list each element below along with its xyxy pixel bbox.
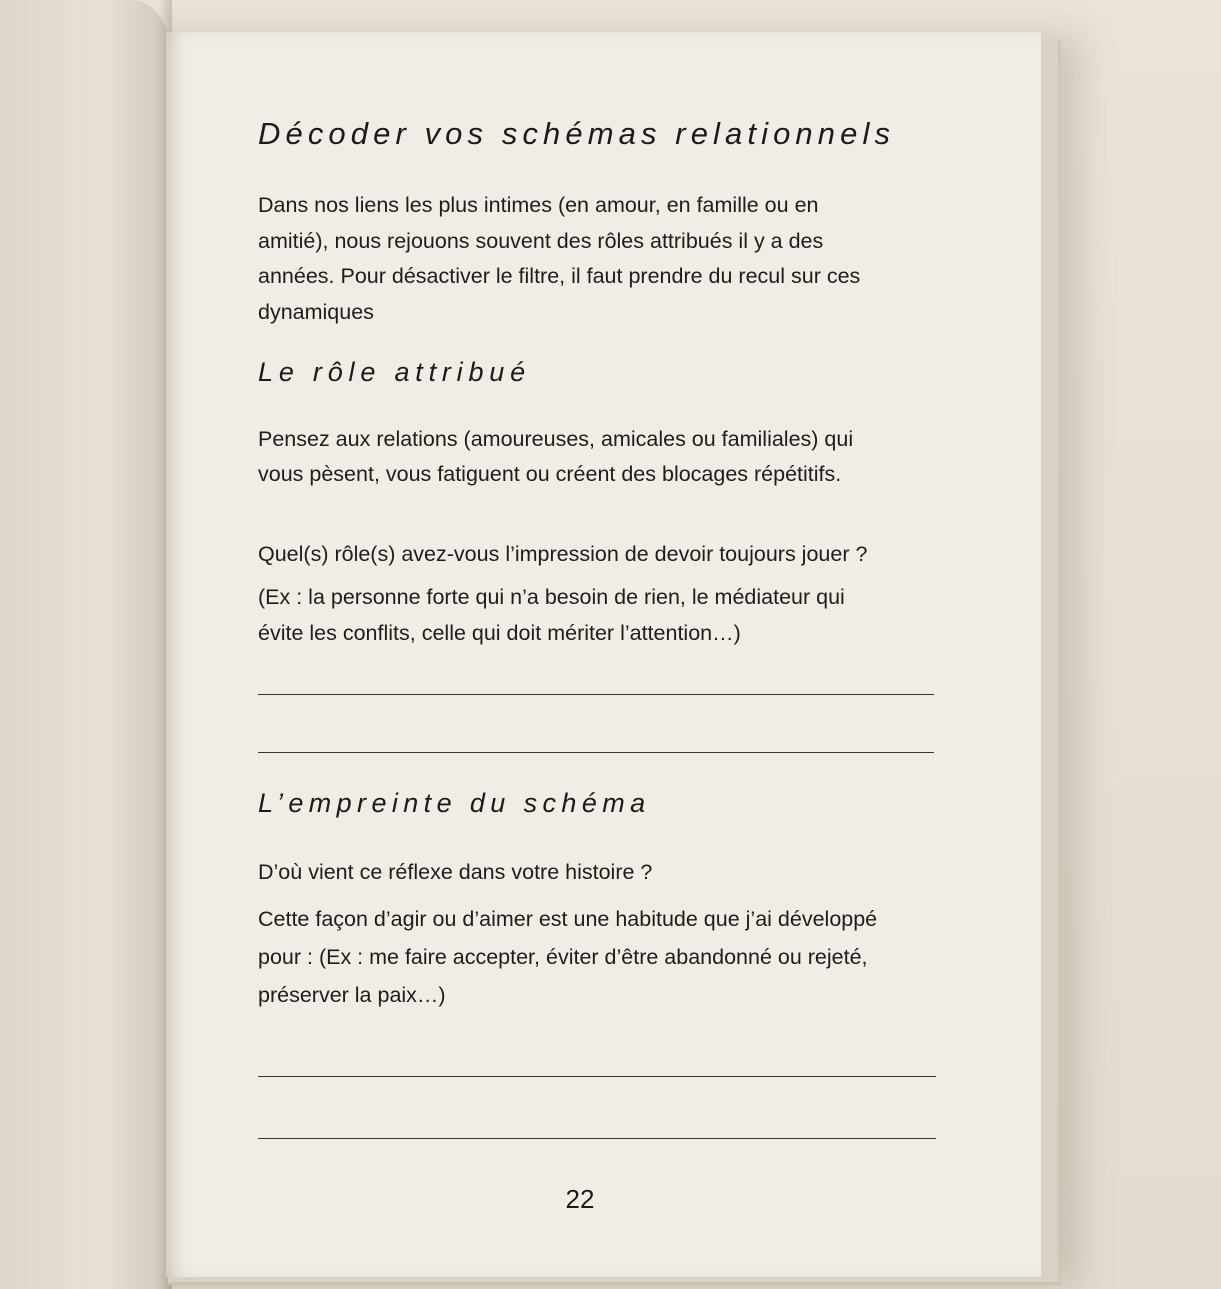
role-question: Quel(s) rôle(s) avez-vous l’impression de devoir toujours jouer ? bbox=[258, 542, 868, 566]
section-title-role: Le rôle attribué bbox=[258, 357, 531, 387]
section-title-imprint: L’empreinte du schéma bbox=[258, 788, 651, 818]
role-paragraph bbox=[258, 422, 853, 492]
page-title: Décoder vos schémas relationnels bbox=[258, 116, 896, 151]
imprint-example-line: Cette façon d’agir ou d’aimer est une habitude que j’ai développé bbox=[258, 907, 878, 931]
answer-line bbox=[258, 1076, 936, 1077]
answer-line bbox=[258, 752, 934, 753]
intro-line: amitié), nous rejouons souvent des rôles attribués il y a des bbox=[258, 228, 824, 253]
role-example-line: évite les conflits, celle qui doit mériter l’attention…) bbox=[258, 620, 741, 645]
left-page bbox=[0, 0, 172, 1289]
answer-line bbox=[258, 694, 934, 695]
intro-paragraph bbox=[258, 188, 860, 330]
role-example bbox=[258, 580, 845, 651]
intro-line: Dans nos liens les plus intimes (en amour, en famille ou en bbox=[258, 193, 819, 217]
imprint-example-line: préserver la paix…) bbox=[258, 983, 446, 1007]
intro-line: années. Pour désactiver le filtre, il faut prendre du recul sur ces bbox=[258, 264, 861, 288]
role-example-line: (Ex : la personne forte qui n’a besoin de rien, le médiateur qui bbox=[258, 585, 845, 609]
intro-line: dynamiques bbox=[258, 299, 374, 324]
role-text-line: Pensez aux relations (amoureuses, amicales ou familiales) qui bbox=[258, 427, 854, 451]
page-number: 22 bbox=[565, 1184, 595, 1214]
imprint-example-line: pour : (Ex : me faire accepter, éviter d’être abandonné ou rejeté, bbox=[258, 945, 868, 969]
imprint-question: D’où vient ce réflexe dans votre histoire ? bbox=[258, 860, 653, 884]
answer-line bbox=[258, 1138, 936, 1139]
role-text-line: vous pèsent, vous fatiguent ou créent des blocages répétitifs. bbox=[258, 462, 842, 486]
imprint-example bbox=[258, 900, 877, 1014]
